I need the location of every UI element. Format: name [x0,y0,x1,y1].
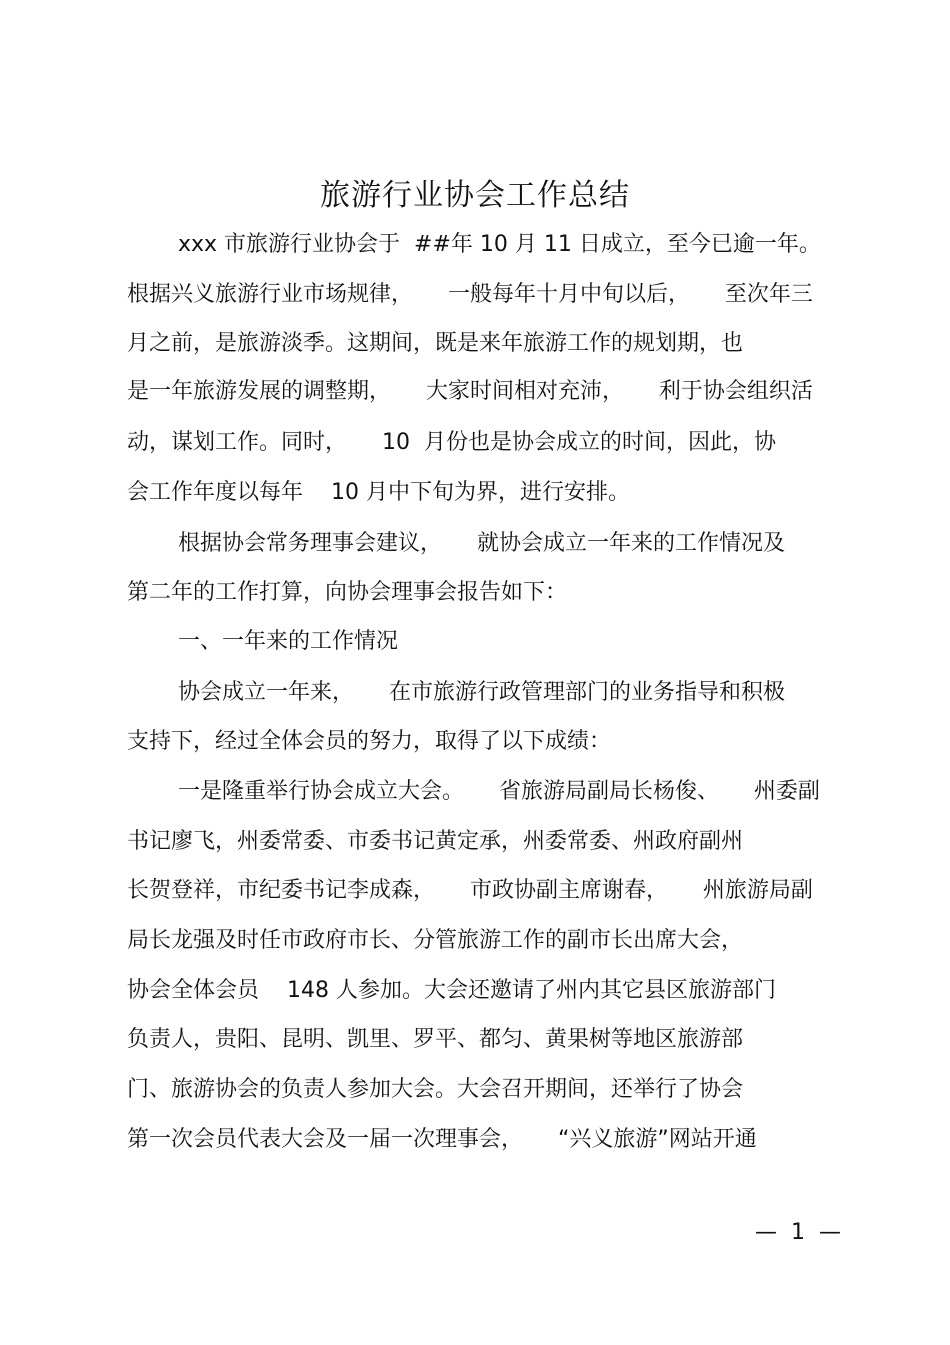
body-line: 一是隆重举行协会成立大会。 省旅游局副局长杨俊、 州委副 [178,779,820,804]
body-line: 门、旅游协会的负责人参加大会。大会召开期间，还举行了协会 [127,1077,744,1102]
page-number: — 1 — [755,1220,841,1245]
body-line: 书记廖飞，州委常委、市委书记黄定承，州委常委、州政府副州 [127,829,744,854]
body-line: 第一次会员代表大会及一届一次理事会， “兴义旅游”网站开通 [127,1127,757,1152]
body-line: 协会全体会员 148 人参加。大会还邀请了州内其它县区旅游部门 [127,978,776,1003]
body-line: 根据协会常务理事会建议， 就协会成立一年来的工作情况及 [178,531,785,556]
document-title: 旅游行业协会工作总结 [320,178,630,213]
body-line: 月之前，是旅游淡季。这期间，既是来年旅游工作的规划期，也 [127,331,744,356]
body-line: 根据兴义旅游行业市场规律， 一般每年十月中旬以后， 至次年三 [127,282,813,307]
body-line: 负责人，贵阳、昆明、凯里、罗平、都匀、黄果树等地区旅游部 [127,1027,744,1052]
body-line: 支持下，经过全体会员的努力，取得了以下成绩： [127,729,612,754]
body-line: 会工作年度以每年 10 月中下旬为界，进行安排。 [127,480,630,505]
body-line: 第二年的工作打算，向协会理事会报告如下： [127,580,568,605]
body-line: xxx 市旅游行业协会于 ##年 10 月 11 日成立，至今已逾一年。 [178,232,821,257]
body-line: 长贺登祥，市纪委书记李成森， 市政协副主席谢春， 州旅游局副 [127,878,813,903]
body-line: 动，谋划工作。同时， 10 月份也是协会成立的时间，因此，协 [127,430,776,455]
body-line: 协会成立一年来， 在市旅游行政管理部门的业务指导和积极 [178,680,785,705]
body-line: 是一年旅游发展的调整期， 大家时间相对充沛， 利于协会组织活 [127,379,813,404]
section-heading: 一、一年来的工作情况 [178,629,399,654]
body-line: 局长龙强及时任市政府市长、分管旅游工作的副市长出席大会， [127,928,744,953]
